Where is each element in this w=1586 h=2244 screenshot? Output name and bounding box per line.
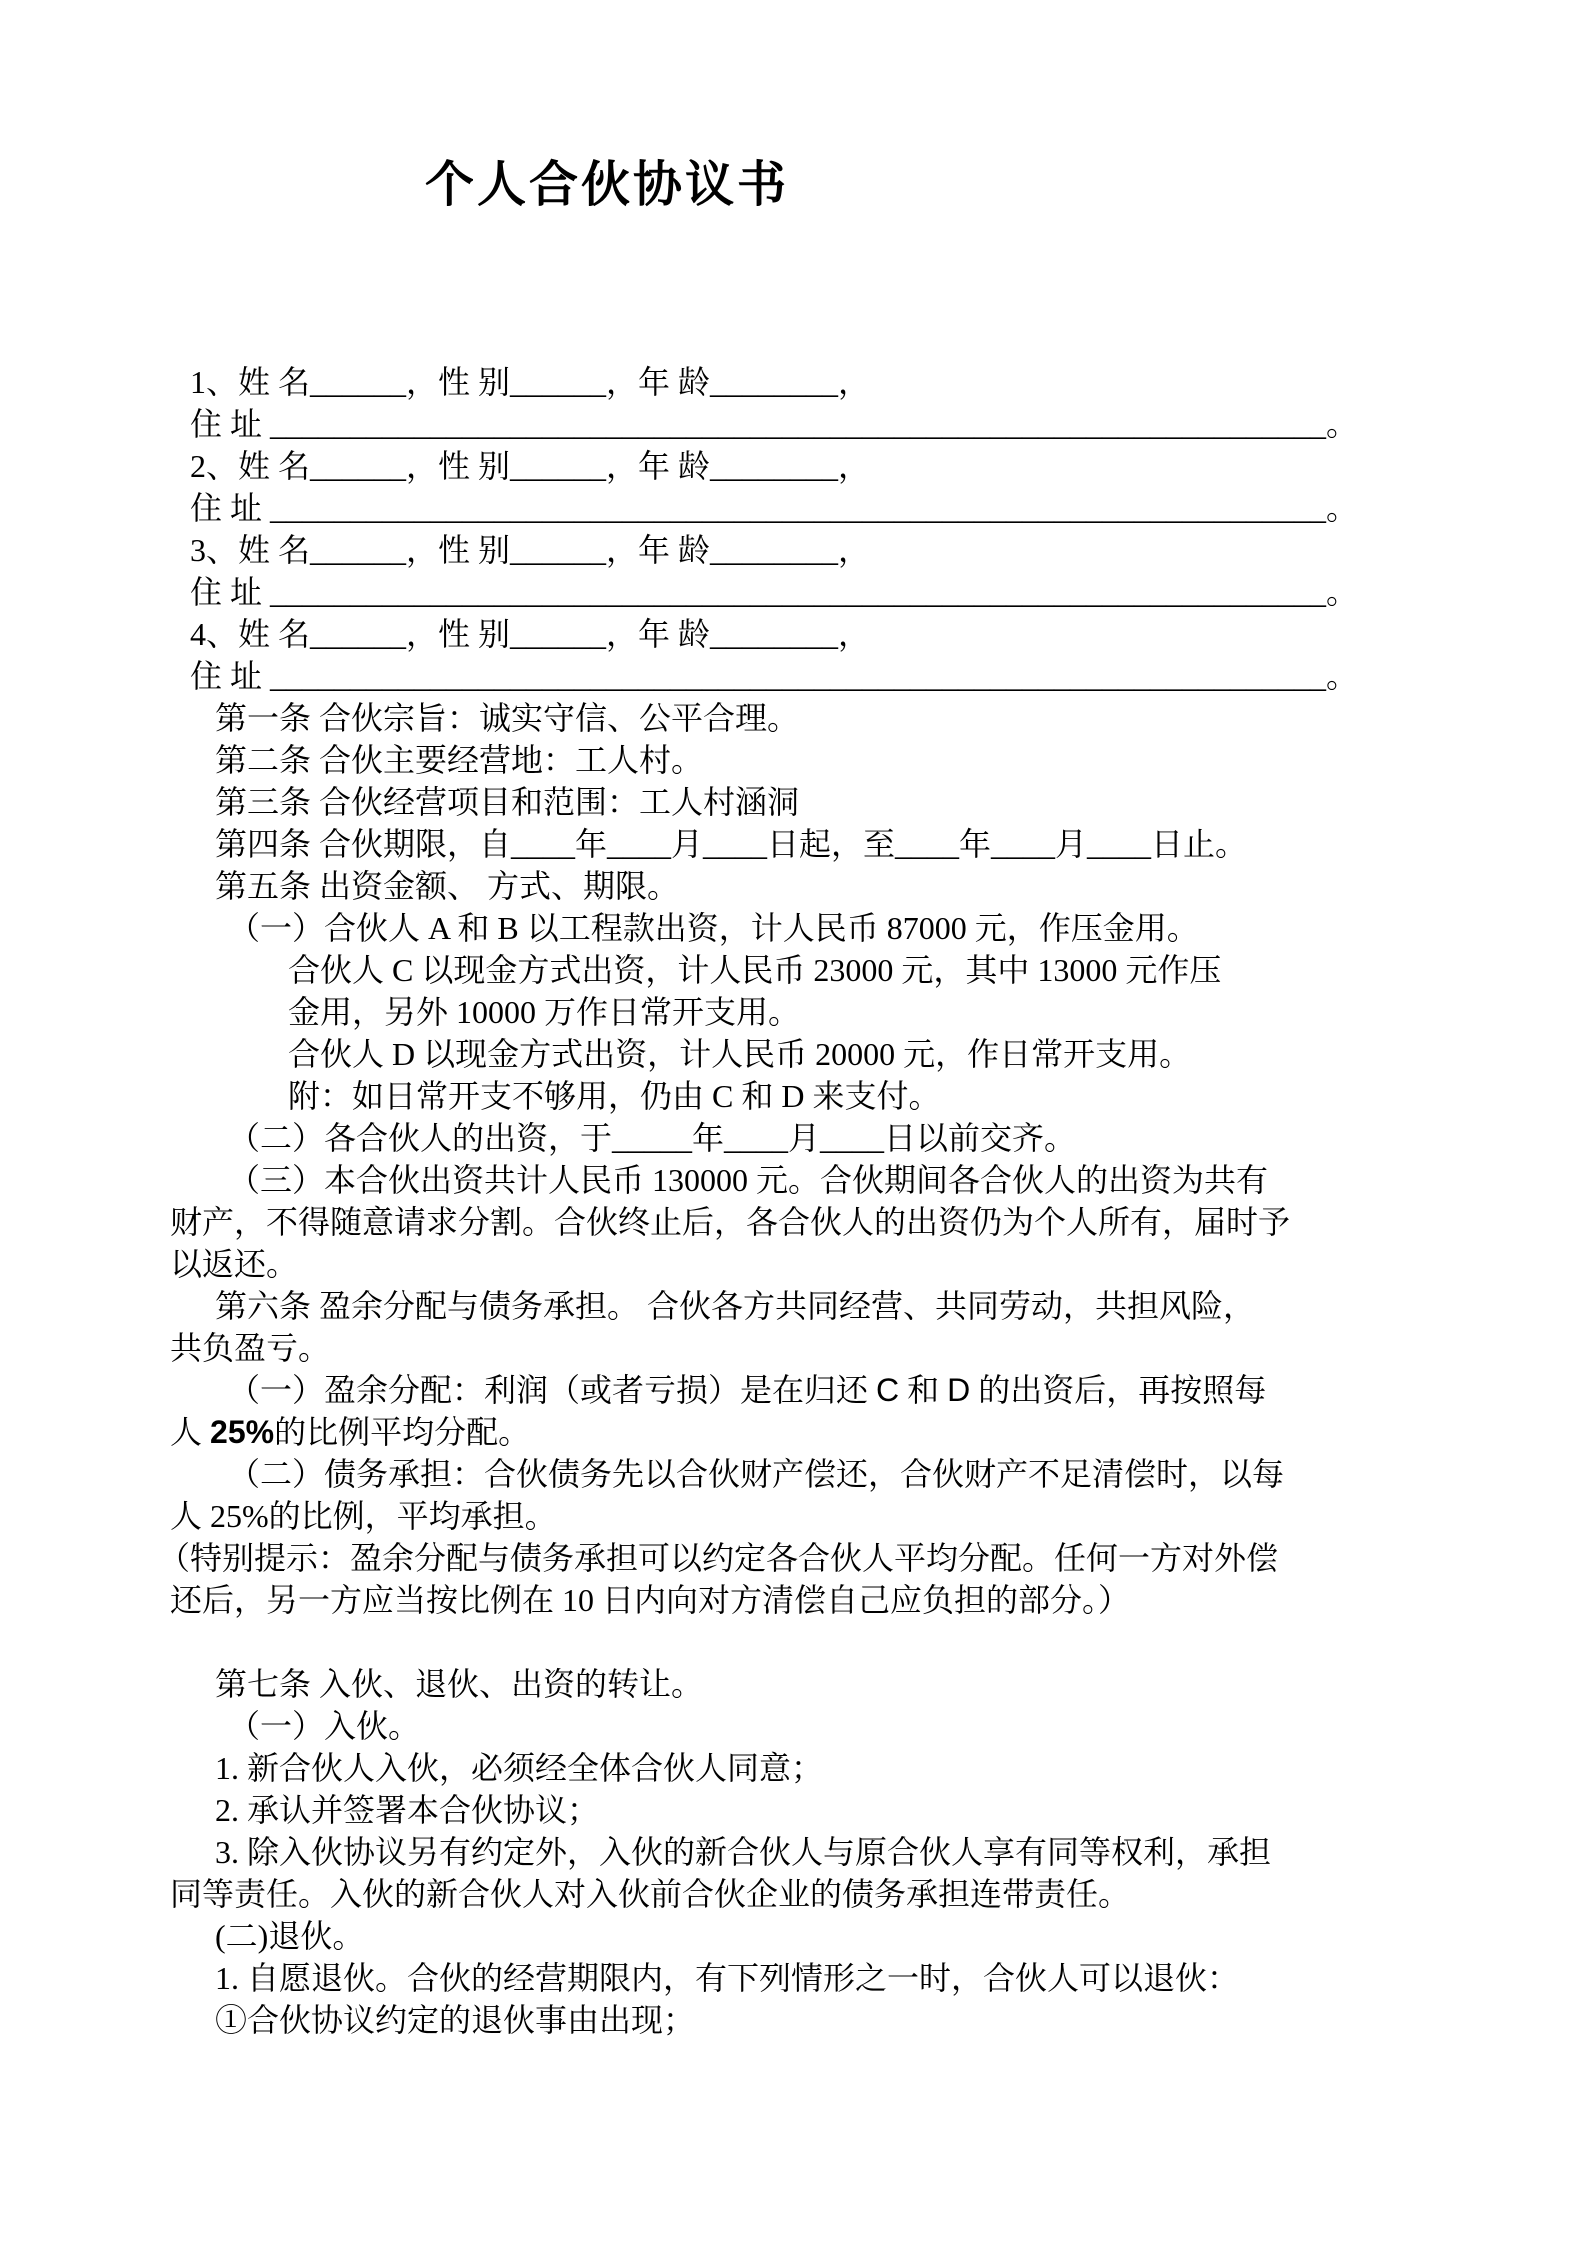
document-line xyxy=(170,1705,1586,1747)
document-title: 个人合伙协议书 xyxy=(425,157,790,212)
document-text-segment: 的出资后，再按照每 xyxy=(970,1372,1267,1408)
document-line xyxy=(170,1117,1586,1159)
document-text-segment: 附：如日常开支不够用，仍由 C 和 D 来支付。 xyxy=(288,1078,941,1114)
document-body xyxy=(158,361,1586,2041)
document-line xyxy=(170,739,1586,781)
document-line xyxy=(170,571,1586,613)
document-text-segment: 住 址 __________________________________________________________________。 xyxy=(190,658,1358,694)
document-line xyxy=(170,1453,1586,1495)
document-line xyxy=(170,865,1586,907)
document-text-segment: 2、姓 名______，性 别______，年 龄________， xyxy=(190,448,871,484)
document-text-segment: 2. 承认并签署本合伙协议； xyxy=(215,1792,600,1828)
document-text-segment: 25% xyxy=(210,1414,275,1450)
document-text-segment: 以返还。 xyxy=(170,1246,299,1282)
document-line xyxy=(170,1243,1586,1285)
document-text-segment: C xyxy=(876,1372,900,1408)
document-text-segment: 住 址 __________________________________________________________________。 xyxy=(190,490,1358,526)
document-line xyxy=(170,1411,1586,1453)
document-text-segment: 共负盈亏。 xyxy=(170,1330,331,1366)
document-line xyxy=(170,1621,1586,1663)
document-line xyxy=(170,1873,1586,1915)
document-line xyxy=(170,361,1586,403)
document-text-segment: 第三条 合伙经营项目和范围：工人村涵洞 xyxy=(215,784,800,820)
document-text-segment: 住 址 __________________________________________________________________。 xyxy=(190,574,1358,610)
document-line xyxy=(170,613,1586,655)
document-text-segment: 1、姓 名______，性 别______，年 龄________， xyxy=(190,364,871,400)
document-text-segment: D xyxy=(947,1372,971,1408)
document-line xyxy=(170,445,1586,487)
document-text-segment: 第五条 出资金额、 方式、期限。 xyxy=(215,868,680,904)
document-line xyxy=(170,823,1586,865)
document-line xyxy=(170,1663,1586,1705)
document-line xyxy=(170,781,1586,823)
document-line xyxy=(170,1285,1586,1327)
document-text-segment: 财产，不得随意请求分割。合伙终止后，各合伙人的出资仍为个人所有，届时予 xyxy=(170,1204,1291,1240)
document-text-segment: 第一条 合伙宗旨：诚实守信、公平合理。 xyxy=(215,700,800,736)
document-line xyxy=(170,529,1586,571)
document-line xyxy=(170,1999,1586,2041)
document-line xyxy=(170,403,1586,445)
document-text-segment: 同等责任。入伙的新合伙人对入伙前合伙企业的债务承担连带责任。 xyxy=(170,1876,1131,1912)
document-line xyxy=(170,1747,1586,1789)
document-text-segment: 人 xyxy=(170,1414,211,1450)
document-text-segment: 1. 新合伙人入伙，必须经全体合伙人同意； xyxy=(215,1750,824,1786)
document-line xyxy=(170,1957,1586,1999)
document-text-segment: 1. 自愿退伙。合伙的经营期限内，有下列情形之一时，合伙人可以退伙： xyxy=(215,1960,1240,1996)
document-line xyxy=(170,1789,1586,1831)
document-line xyxy=(170,1201,1586,1243)
document-line xyxy=(170,991,1586,1033)
document-line xyxy=(170,949,1586,991)
document-text-segment: 的比例平均分配。 xyxy=(274,1414,531,1450)
document-text-segment: 金用，另外 10000 万作日常开支用。 xyxy=(288,994,801,1030)
document-text-segment: 3. 除入伙协议另有约定外，入伙的新合伙人与原合伙人享有同等权利，承担 xyxy=(215,1834,1272,1870)
document-text-segment: 3、姓 名______，性 别______，年 龄________， xyxy=(190,532,871,568)
document-line xyxy=(170,1327,1586,1369)
document-line xyxy=(170,1159,1586,1201)
document-line xyxy=(170,655,1586,697)
document-text-segment: 合伙人 C 以现金方式出资，计人民币 23000 元，其中 13000 元作压 xyxy=(288,952,1222,988)
document-line xyxy=(170,1369,1586,1411)
document-line xyxy=(170,1915,1586,1957)
document-text-segment: （特别提示：盈余分配与债务承担可以约定各合伙人平均分配。任何一方对外偿 xyxy=(158,1540,1279,1576)
document-text-segment: 4、姓 名______，性 别______，年 龄________， xyxy=(190,616,871,652)
document-text-segment: 人 25%的比例，平均承担。 xyxy=(170,1498,557,1534)
document-line xyxy=(170,697,1586,739)
document-text-segment: （二）各合伙人的出资，于_____年____月____日以前交齐。 xyxy=(228,1120,1077,1156)
document-text-segment: 合伙人 D 以现金方式出资，计人民币 20000 元，作日常开支用。 xyxy=(288,1036,1192,1072)
document-text-segment: 第四条 合伙期限，自____年____月____日起，至____年____月____日止。 xyxy=(215,826,1248,862)
document-text-segment: （二）债务承担：合伙债务先以合伙财产偿还，合伙财产不足清偿时，以每 xyxy=(228,1456,1285,1492)
document-line xyxy=(158,1537,1586,1579)
document-text-segment: 第七条 入伙、退伙、出资的转让。 xyxy=(215,1666,704,1702)
document-line xyxy=(170,1033,1586,1075)
document-text-segment: 第六条 盈余分配与债务承担。 合伙各方共同经营、共同劳动，共担风险， xyxy=(215,1288,1256,1324)
document-line xyxy=(170,1075,1586,1117)
document-text-segment: （三）本合伙出资共计人民币 130000 元。合伙期间各合伙人的出资为共有 xyxy=(228,1162,1269,1198)
document-text-segment: （一）盈余分配：利润（或者亏损）是在归还 xyxy=(228,1372,877,1408)
document-text-segment: 住 址 __________________________________________________________________。 xyxy=(190,406,1358,442)
document-line xyxy=(170,907,1586,949)
document-text-segment: （一）入伙。 xyxy=(228,1708,421,1744)
document-text-segment: (二)退伙。 xyxy=(215,1918,365,1954)
document-text-segment: 第二条 合伙主要经营地：工人村。 xyxy=(215,742,704,778)
document-line xyxy=(170,1579,1586,1621)
document-text-segment: ①合伙协议约定的退伙事由出现； xyxy=(215,2002,696,2038)
document-line xyxy=(170,487,1586,529)
document-line xyxy=(170,1495,1586,1537)
document-line xyxy=(170,1831,1586,1873)
document-text-segment: 和 xyxy=(899,1372,948,1408)
document-text-segment: （一）合伙人 A 和 B 以工程款出资，计人民币 87000 元，作压金用。 xyxy=(228,910,1199,946)
document-text-segment: 还后，另一方应当按比例在 10 日内向对方清偿自己应负担的部分。） xyxy=(170,1582,1131,1618)
